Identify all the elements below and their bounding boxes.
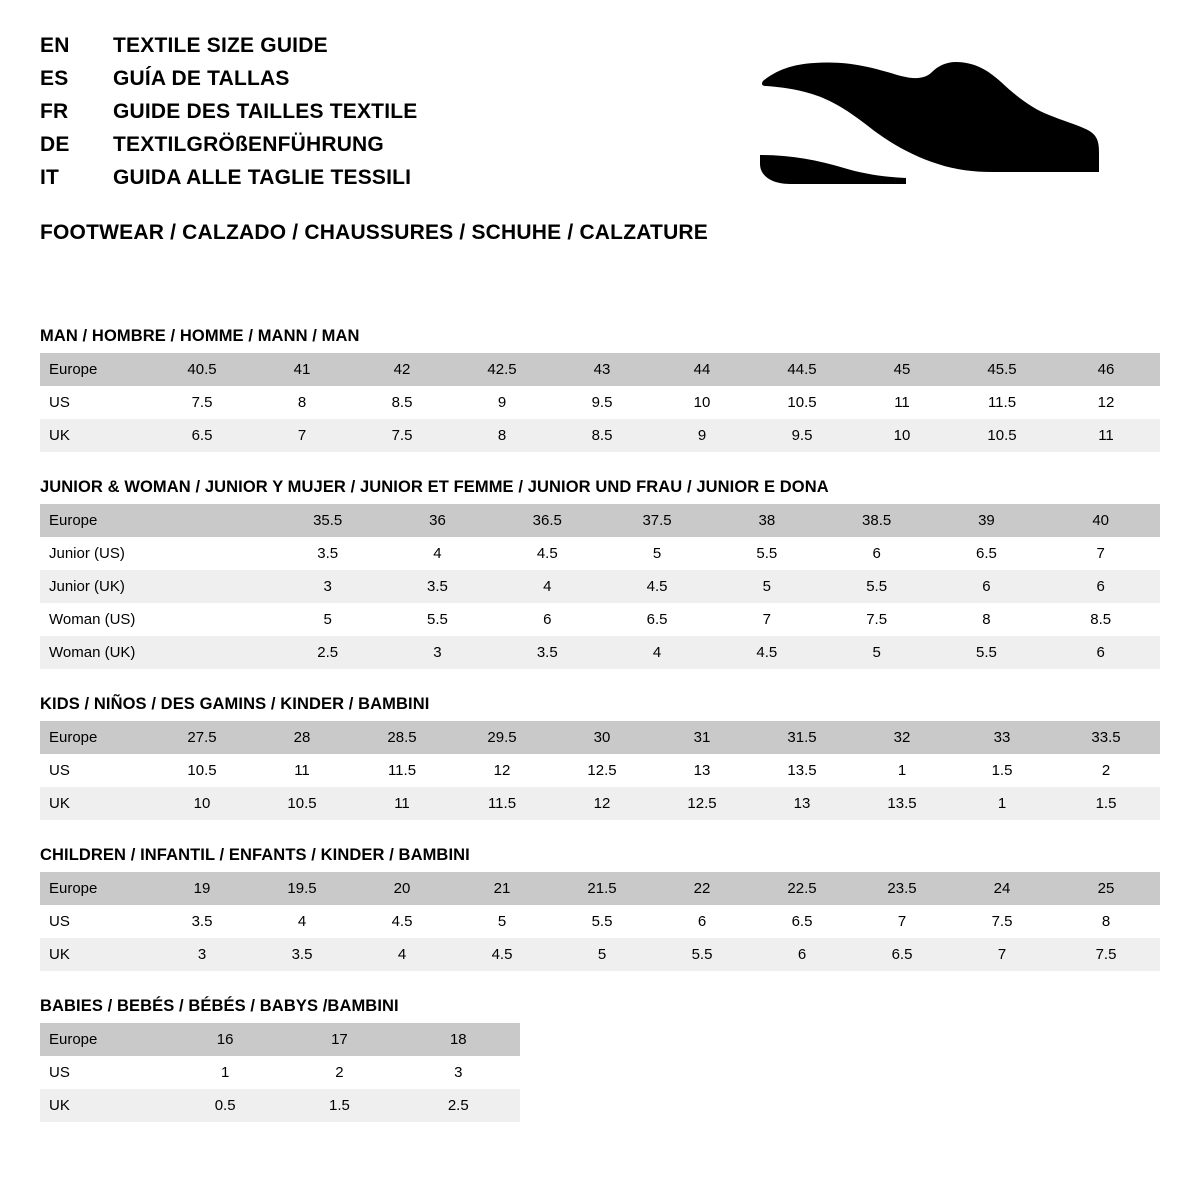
section-junior-woman: [40, 478, 1160, 669]
cell: 4: [383, 537, 493, 570]
section-title: MAN / HOMBRE / HOMME / MANN / MAN: [40, 327, 360, 345]
cell: 6.5: [602, 603, 712, 636]
cell: 38.5: [822, 504, 932, 537]
cell: 1: [852, 754, 952, 787]
cell: 8.5: [552, 419, 652, 452]
cell: 13: [752, 787, 852, 820]
cell: 33: [952, 721, 1052, 754]
cell: 21: [452, 872, 552, 905]
table-row: [40, 537, 1160, 570]
cell: 4: [602, 636, 712, 669]
language-title-list: [40, 34, 417, 199]
row-label: US: [40, 386, 152, 419]
cell: 12.5: [652, 787, 752, 820]
cell: [163, 636, 273, 669]
cell: 7.5: [952, 905, 1052, 938]
cell: 7.5: [352, 419, 452, 452]
cell: [163, 603, 273, 636]
row-label: UK: [40, 1089, 168, 1122]
language-row: [40, 133, 417, 166]
cell: 25: [1052, 872, 1160, 905]
cell: 40: [1041, 504, 1160, 537]
row-label: US: [40, 905, 152, 938]
table-row: [40, 636, 1160, 669]
cell: 1: [952, 787, 1052, 820]
cell: 45.5: [952, 353, 1052, 386]
table-row: [40, 419, 1160, 452]
cell: 3: [397, 1056, 520, 1089]
cell: 4.5: [712, 636, 822, 669]
table-row: [40, 905, 1160, 938]
dress-shoe-icon: [760, 60, 1100, 190]
size-table-kids: [40, 721, 1160, 820]
cell: 6: [1041, 570, 1160, 603]
cell: 20: [352, 872, 452, 905]
cell: 3.5: [383, 570, 493, 603]
cell: 3: [273, 570, 383, 603]
cell: 2.5: [397, 1089, 520, 1122]
cell: [163, 570, 273, 603]
language-title: GUIDE DES TAILLES TEXTILE: [113, 100, 418, 123]
cell: 17: [282, 1023, 396, 1056]
row-label: Junior (UK): [40, 570, 163, 603]
cell: 6: [492, 603, 602, 636]
cell: 12: [1052, 386, 1160, 419]
table-row: [40, 938, 1160, 971]
cell: 8: [252, 386, 352, 419]
footwear-category-title: FOOTWEAR / CALZADO / CHAUSSURES / SCHUHE / CALZATURE: [40, 221, 709, 244]
cell: 45: [852, 353, 952, 386]
cell: [163, 537, 273, 570]
row-label: Woman (UK): [40, 636, 163, 669]
cell: 4.5: [352, 905, 452, 938]
cell: 24: [952, 872, 1052, 905]
cell: 6: [822, 537, 932, 570]
cell: 8.5: [352, 386, 452, 419]
cell: 7: [952, 938, 1052, 971]
cell: 3.5: [273, 537, 383, 570]
size-table-man: [40, 353, 1160, 452]
cell: 10: [852, 419, 952, 452]
cell: 3.5: [492, 636, 602, 669]
cell: 1: [168, 1056, 282, 1089]
cell: 2: [282, 1056, 396, 1089]
row-label: Junior (US): [40, 537, 163, 570]
cell: 4.5: [492, 537, 602, 570]
language-title: GUÍA DE TALLAS: [113, 67, 290, 90]
size-table-junior-woman: [40, 504, 1160, 669]
cell: 11: [252, 754, 352, 787]
section-kids: [40, 695, 1160, 820]
row-label: Woman (US): [40, 603, 163, 636]
cell: 27.5: [152, 721, 252, 754]
cell: 11.5: [952, 386, 1052, 419]
cell: 4: [352, 938, 452, 971]
cell: 10.5: [952, 419, 1052, 452]
cell: 41: [252, 353, 352, 386]
cell: 5.5: [652, 938, 752, 971]
cell: 12: [452, 754, 552, 787]
cell: 4: [252, 905, 352, 938]
cell: 5.5: [822, 570, 932, 603]
section-title: JUNIOR & WOMAN / JUNIOR Y MUJER / JUNIOR ET FEMME / JUNIOR UND FRAU / JUNIOR E DONA: [40, 478, 829, 496]
cell: 5.5: [932, 636, 1042, 669]
cell: 11.5: [452, 787, 552, 820]
cell: 44: [652, 353, 752, 386]
cell: 10: [652, 386, 752, 419]
cell: 22: [652, 872, 752, 905]
row-label: UK: [40, 787, 152, 820]
cell: 4.5: [452, 938, 552, 971]
row-label: US: [40, 1056, 168, 1089]
language-title: GUIDA ALLE TAGLIE TESSILI: [113, 166, 412, 189]
cell: 5: [452, 905, 552, 938]
cell: 31.5: [752, 721, 852, 754]
section-title: KIDS / NIÑOS / DES GAMINS / KINDER / BAMBINI: [40, 695, 430, 713]
cell: 38: [712, 504, 822, 537]
row-label: US: [40, 754, 152, 787]
cell: 10: [152, 787, 252, 820]
cell: 36.5: [492, 504, 602, 537]
cell: 37.5: [602, 504, 712, 537]
cell: 28: [252, 721, 352, 754]
cell: 6.5: [152, 419, 252, 452]
row-label: Europe: [40, 504, 163, 537]
cell: 6: [932, 570, 1042, 603]
cell: 5.5: [383, 603, 493, 636]
language-code: IT: [40, 166, 60, 189]
cell: 5: [273, 603, 383, 636]
table-row: [40, 570, 1160, 603]
cell: 8: [932, 603, 1042, 636]
cell: 33.5: [1052, 721, 1160, 754]
table-row: [40, 603, 1160, 636]
language-row: [40, 166, 417, 199]
section-title: CHILDREN / INFANTIL / ENFANTS / KINDER / BAMBINI: [40, 846, 470, 864]
cell: 5: [602, 537, 712, 570]
cell: 7: [712, 603, 822, 636]
cell: 3: [152, 938, 252, 971]
page-header: [40, 34, 1160, 199]
cell: 8: [1052, 905, 1160, 938]
language-title: TEXTILGRÖßENFÜHRUNG: [113, 133, 384, 156]
cell: 36: [383, 504, 493, 537]
table-row: [40, 872, 1160, 905]
row-label: Europe: [40, 1023, 168, 1056]
cell: 8.5: [1041, 603, 1160, 636]
cell: 44.5: [752, 353, 852, 386]
cell: 13: [652, 754, 752, 787]
cell: 2.5: [273, 636, 383, 669]
table-row: [40, 504, 1160, 537]
language-code: EN: [40, 34, 70, 57]
cell: [163, 504, 273, 537]
row-label: Europe: [40, 721, 152, 754]
language-code: ES: [40, 67, 69, 90]
cell: 5.5: [552, 905, 652, 938]
cell: 9: [452, 386, 552, 419]
cell: 7: [852, 905, 952, 938]
cell: 10.5: [752, 386, 852, 419]
cell: 2: [1052, 754, 1160, 787]
language-row: [40, 67, 417, 100]
cell: 0.5: [168, 1089, 282, 1122]
section-title: BABIES / BEBÉS / BÉBÉS / BABYS /BAMBINI: [40, 997, 399, 1015]
cell: 31: [652, 721, 752, 754]
cell: 11.5: [352, 754, 452, 787]
cell: 28.5: [352, 721, 452, 754]
cell: 1.5: [952, 754, 1052, 787]
language-row: [40, 34, 417, 67]
cell: 12.5: [552, 754, 652, 787]
row-label: Europe: [40, 353, 152, 386]
cell: 9: [652, 419, 752, 452]
table-row: [40, 353, 1160, 386]
cell: 8: [452, 419, 552, 452]
cell: 5: [712, 570, 822, 603]
cell: 30: [552, 721, 652, 754]
cell: 6: [752, 938, 852, 971]
row-label: UK: [40, 419, 152, 452]
cell: 42: [352, 353, 452, 386]
language-title: TEXTILE SIZE GUIDE: [113, 34, 328, 57]
cell: 7.5: [1052, 938, 1160, 971]
cell: 13.5: [852, 787, 952, 820]
cell: 11: [352, 787, 452, 820]
cell: 5.5: [712, 537, 822, 570]
cell: 10.5: [152, 754, 252, 787]
cell: 6.5: [852, 938, 952, 971]
table-row: [40, 754, 1160, 787]
cell: 29.5: [452, 721, 552, 754]
cell: 42.5: [452, 353, 552, 386]
cell: 10.5: [252, 787, 352, 820]
cell: 18: [397, 1023, 520, 1056]
table-row: [40, 721, 1160, 754]
cell: 5: [822, 636, 932, 669]
size-table-babies: [40, 1023, 520, 1122]
table-row: [40, 386, 1160, 419]
cell: 13.5: [752, 754, 852, 787]
cell: 9.5: [552, 386, 652, 419]
cell: 4.5: [602, 570, 712, 603]
cell: 6.5: [932, 537, 1042, 570]
cell: 5: [552, 938, 652, 971]
language-row: [40, 100, 417, 133]
cell: 32: [852, 721, 952, 754]
cell: 16: [168, 1023, 282, 1056]
table-row: [40, 1023, 520, 1056]
section-babies: [40, 997, 1160, 1122]
cell: 39: [932, 504, 1042, 537]
cell: 43: [552, 353, 652, 386]
size-table-children: [40, 872, 1160, 971]
row-label: Europe: [40, 872, 152, 905]
cell: 6: [1041, 636, 1160, 669]
cell: 7: [252, 419, 352, 452]
cell: 6.5: [752, 905, 852, 938]
cell: 7.5: [152, 386, 252, 419]
cell: 3.5: [152, 905, 252, 938]
cell: 7.5: [822, 603, 932, 636]
cell: 21.5: [552, 872, 652, 905]
cell: 12: [552, 787, 652, 820]
cell: 1.5: [282, 1089, 396, 1122]
cell: 11: [852, 386, 952, 419]
language-code: FR: [40, 100, 69, 123]
cell: 6: [652, 905, 752, 938]
cell: 11: [1052, 419, 1160, 452]
cell: 19.5: [252, 872, 352, 905]
cell: 46: [1052, 353, 1160, 386]
cell: 35.5: [273, 504, 383, 537]
cell: 1.5: [1052, 787, 1160, 820]
cell: 22.5: [752, 872, 852, 905]
cell: 4: [492, 570, 602, 603]
cell: 23.5: [852, 872, 952, 905]
section-man: [40, 327, 1160, 452]
cell: 40.5: [152, 353, 252, 386]
language-code: DE: [40, 133, 70, 156]
cell: 3: [383, 636, 493, 669]
cell: 7: [1041, 537, 1160, 570]
section-children: [40, 846, 1160, 971]
table-row: [40, 1056, 520, 1089]
table-row: [40, 1089, 520, 1122]
table-row: [40, 787, 1160, 820]
row-label: UK: [40, 938, 152, 971]
cell: 9.5: [752, 419, 852, 452]
cell: 3.5: [252, 938, 352, 971]
cell: 19: [152, 872, 252, 905]
